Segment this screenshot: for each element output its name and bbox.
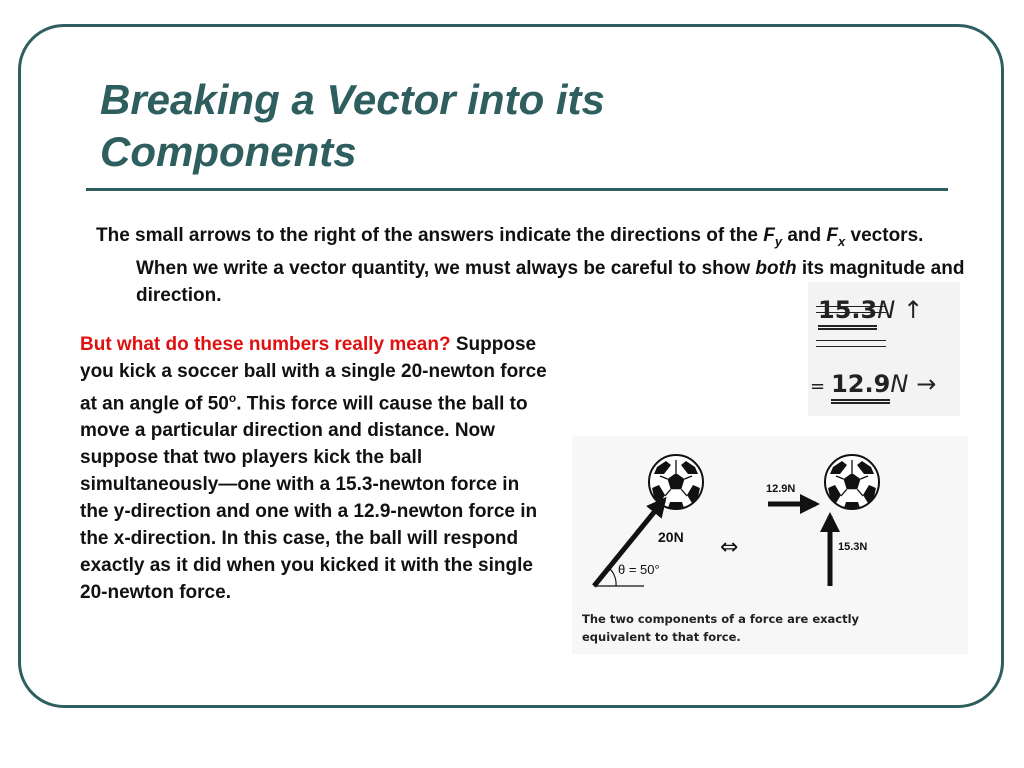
- fy-symbol: $F_y$: [763, 225, 783, 249]
- arrow-right-icon: →: [916, 370, 937, 398]
- soccer-ball-left: [649, 455, 703, 509]
- force-label: 20N: [658, 529, 684, 545]
- fx-label: 12.9N: [766, 483, 796, 495]
- equals-mark-middle: [816, 340, 886, 347]
- title-line-2: Components: [100, 128, 357, 175]
- soccer-ball-right: [825, 455, 879, 509]
- fx-prefix: =: [810, 376, 826, 397]
- intro-text-2: and: [782, 225, 827, 246]
- body-question: But what do these numbers really mean?: [80, 334, 451, 355]
- intro-text-4: its magnitude and direction.: [136, 257, 965, 306]
- degree-superscript: o: [228, 391, 237, 405]
- body-text-2: . This force will cause the ball to move a particular direction and distance. Now suppose that two players kick the ball simultaneously—one with a 15.3-newton force in the y-direction and one with a 12.9-newton force in the x-direction. In this case, the ball will respond exactly as it did when you kicked it with the single 20-newton force.: [80, 393, 538, 604]
- arrow-up-icon: ↑: [903, 296, 924, 324]
- fx-unit: N: [890, 370, 909, 398]
- force-diagram: [572, 436, 968, 654]
- fx-symbol: $F_x$: [826, 225, 846, 249]
- slide-title: [100, 74, 605, 178]
- figure-caption: The two components of a force are exactly equivalent to that force.: [582, 612, 860, 644]
- fy-unit: N: [877, 296, 896, 324]
- body-paragraph: [80, 331, 550, 606]
- intro-text-1: The small arrows to the right of the answers indicate the directions of the: [96, 225, 764, 246]
- fy-value: 15.3: [818, 296, 877, 330]
- equivalence-arrow-icon: ⇔: [720, 535, 739, 560]
- intro-text-3: vectors. When we write a vector quantity, we must always be careful to show: [136, 225, 924, 279]
- fx-answer: [810, 370, 936, 398]
- fy-answer: [818, 296, 923, 324]
- answer-panel: [808, 282, 960, 416]
- body-text-1: Suppose you kick a soccer ball with a single 20-newton force at an angle of 50: [80, 334, 547, 415]
- title-divider: [86, 188, 948, 191]
- angle-arc: [609, 568, 616, 586]
- fy-label: 15.3N: [838, 541, 868, 553]
- fx-value: 12.9: [831, 370, 890, 404]
- intro-emphasis-both: both: [755, 257, 797, 279]
- angle-label: θ = 50°: [618, 562, 660, 577]
- title-line-1: Breaking a Vector into its: [100, 76, 605, 123]
